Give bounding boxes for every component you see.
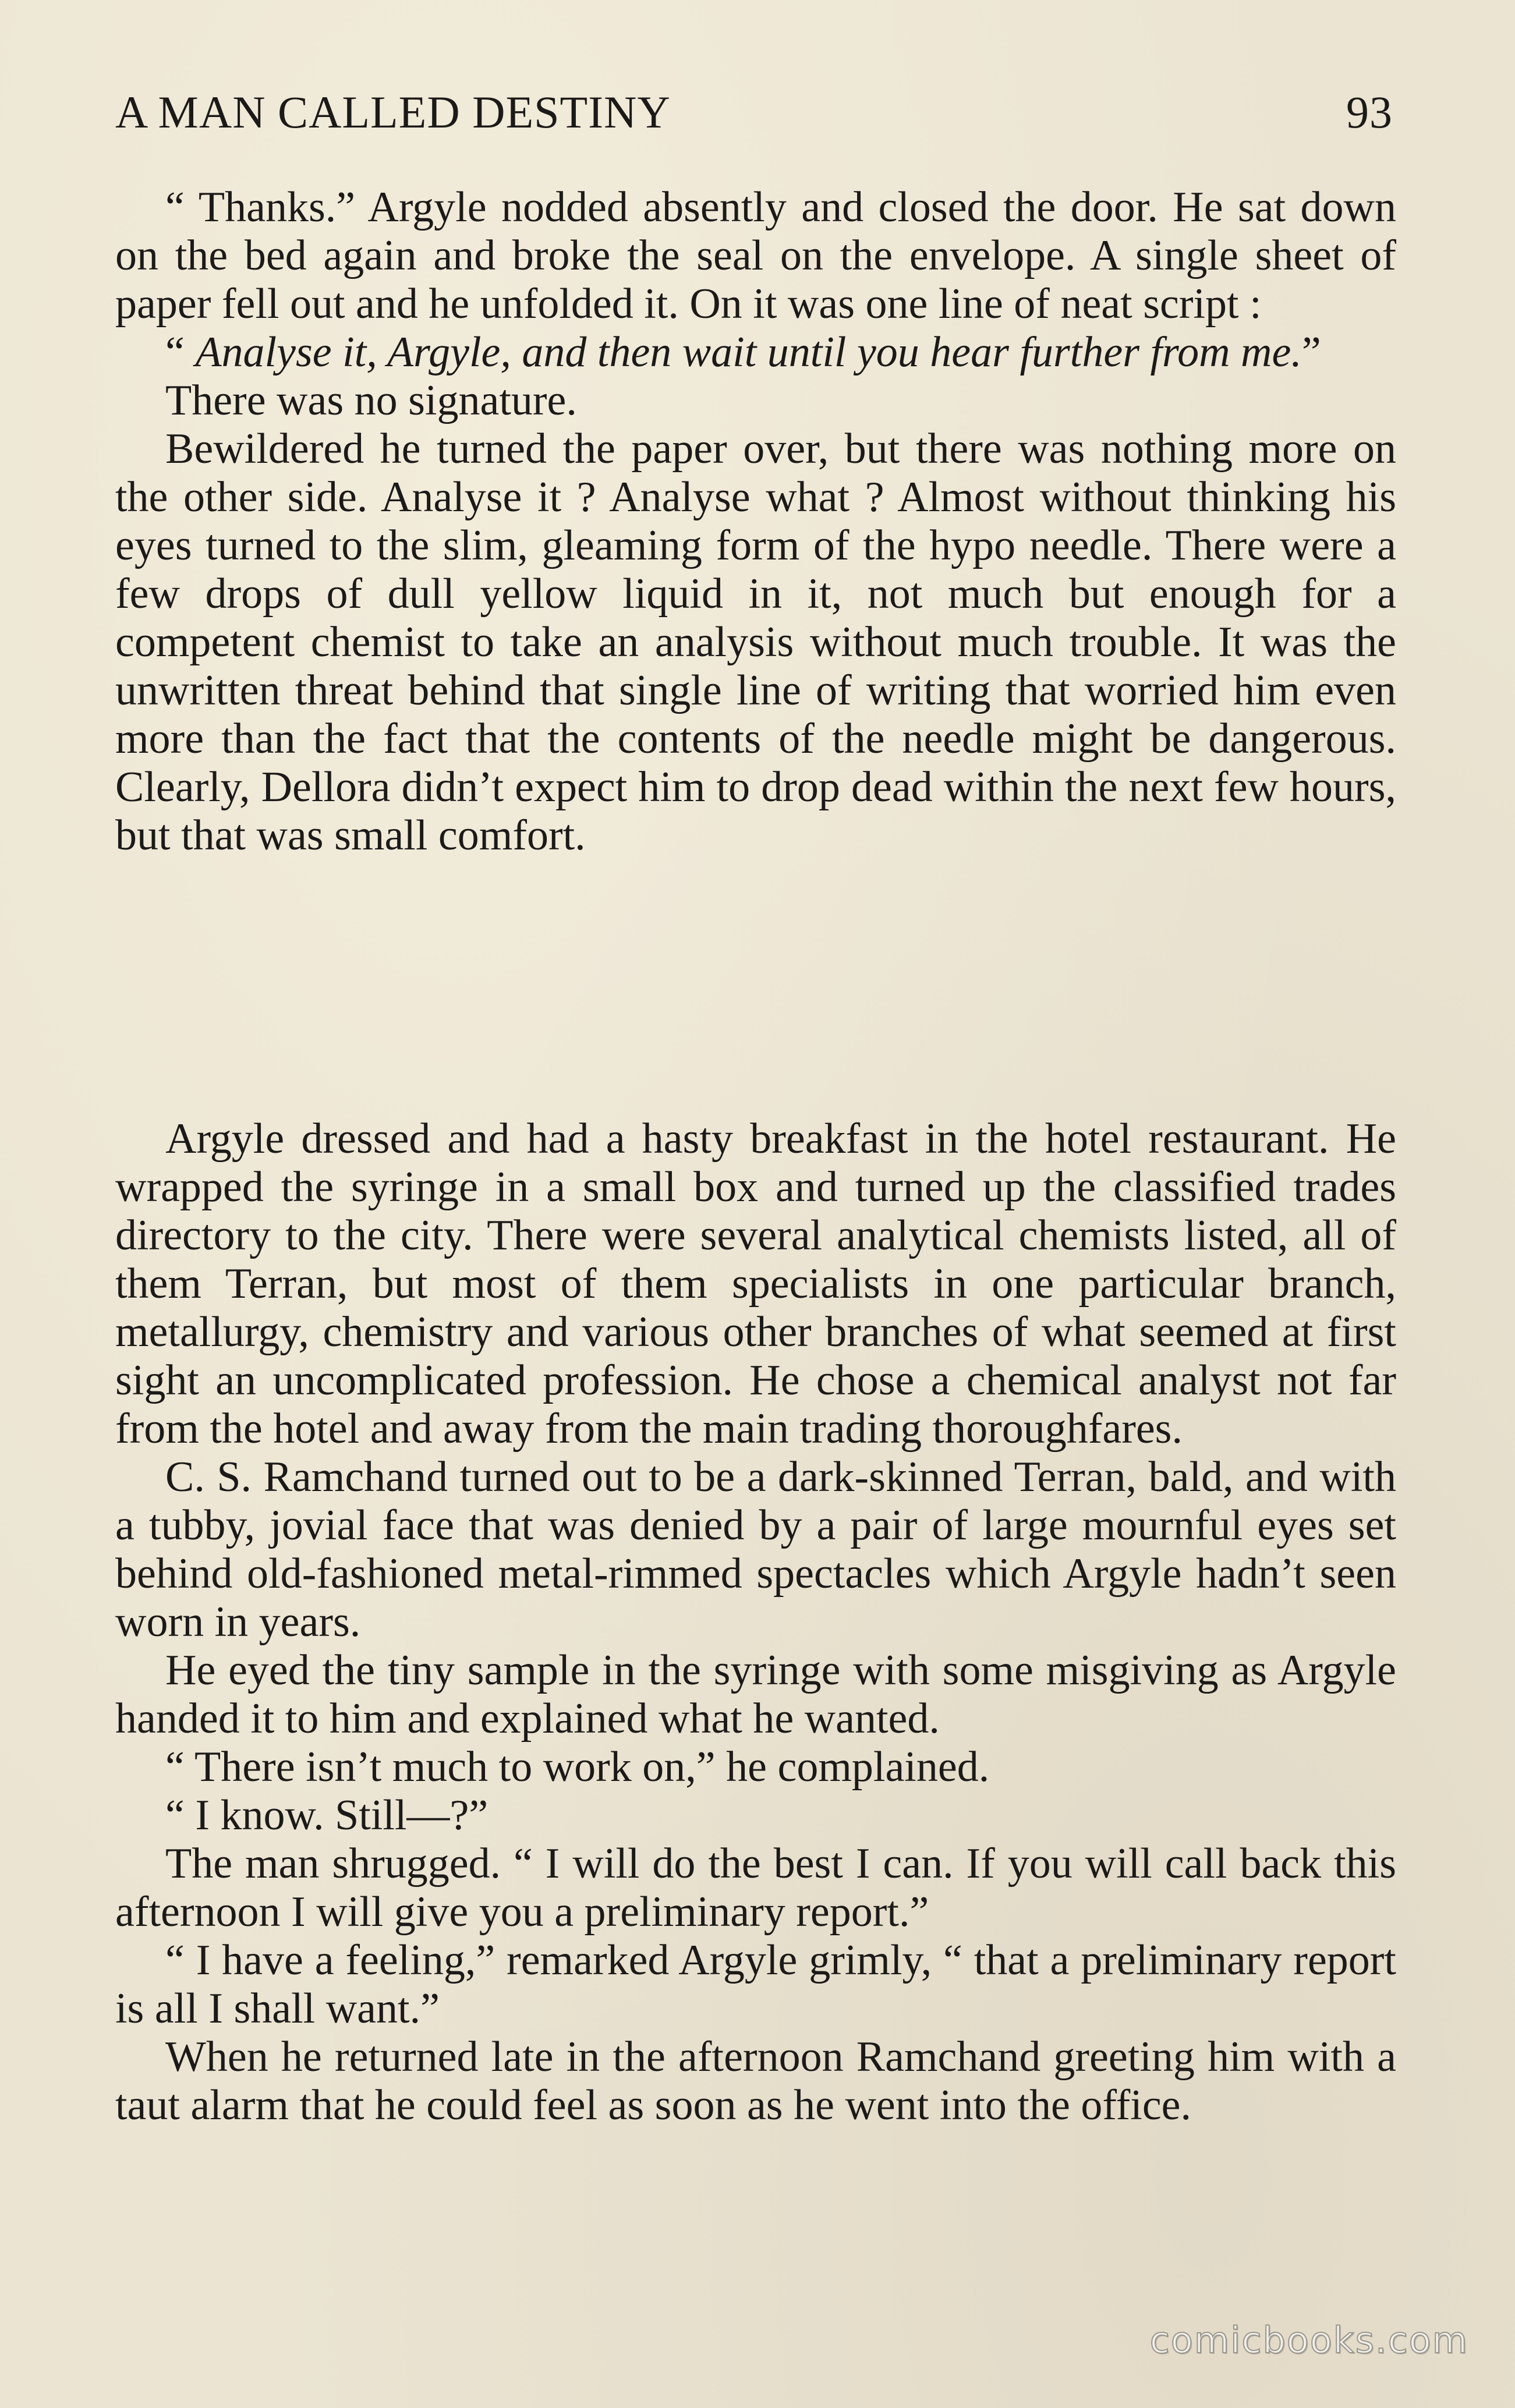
paragraph: “ I know. Still—?”: [165, 1791, 489, 1839]
note-paragraph: [115, 328, 1396, 377]
note-italic-text: Analyse it, Argyle, and then wait until you hear further from me.: [195, 328, 1302, 376]
text-section-2: [115, 1115, 1396, 2130]
note-close-quote: ”: [1301, 328, 1321, 376]
paragraph: Bewildered he turned the paper over, but there was nothing more on the other side. Analyse it ? Analyse what ? Almost without thinking his eyes turned to the slim, gleaming form of the hypo needle. There were a few drops of dull yellow liquid in it, not much but enough for a competent chemist to take an analysis without much trouble. It was the unwritten threat behind that single line of writing that worried him even more than the fact that the contents of the needle might be dangerous. Clearly, Dellora didn’t expect him to drop dead within the next few hours, but that was small comfort.: [115, 425, 1396, 859]
paragraph: The man shrugged. “ I will do the best I can. If you will call back this afternoon I will give you a preliminary report.”: [115, 1840, 1396, 1936]
paragraph: “ I have a feeling,” remarked Argyle grimly, “ that a preliminary report is all I shall want.”: [115, 1936, 1396, 2032]
paragraph: Argyle dressed and had a hasty breakfast in the hotel restaurant. He wrapped the syringe in a small box and turned up the classified trades directory to the city. There were several analytical chemists listed, all of them Terran, but most of them specialists in one particular branch, metallurgy, chemistry and various other branches of what seemed at first sight an uncomplicated profession. He chose a chemical analyst not far from the hotel and away from the main trading thoroughfares.: [115, 1115, 1396, 1453]
running-title: A MAN CALLED DESTINY: [115, 87, 671, 137]
paragraph: C. S. Ramchand turned out to be a dark-skinned Terran, bald, and with a tubby, jovial face that was denied by a pair of large mournful eyes set behind old-fashioned metal-rimmed spectacles which Argyle hadn’t seen worn in years.: [115, 1453, 1396, 1646]
page-number: 93: [1346, 87, 1393, 137]
paragraph: When he returned late in the afternoon Ramchand greeting him with a taut alarm that he could feel as soon as he went into the office.: [115, 2033, 1396, 2129]
site-watermark: comicbooks.com: [1149, 2319, 1468, 2361]
text-section-1: [115, 183, 1396, 860]
paragraph: There was no signature.: [165, 377, 577, 424]
paragraph: “ There isn’t much to work on,” he complained.: [165, 1743, 990, 1791]
page-header: [115, 86, 1393, 144]
paragraph: He eyed the tiny sample in the syringe with some misgiving as Argyle handed it to him and explained what he wanted.: [115, 1646, 1396, 1743]
paragraph: “ Thanks.” Argyle nodded absently and closed the door. He sat down on the bed again and broke the seal on the envelope. A single sheet of paper fell out and he unfolded it. On it was one line of neat script :: [115, 183, 1396, 328]
note-open-quote: “: [165, 328, 196, 376]
